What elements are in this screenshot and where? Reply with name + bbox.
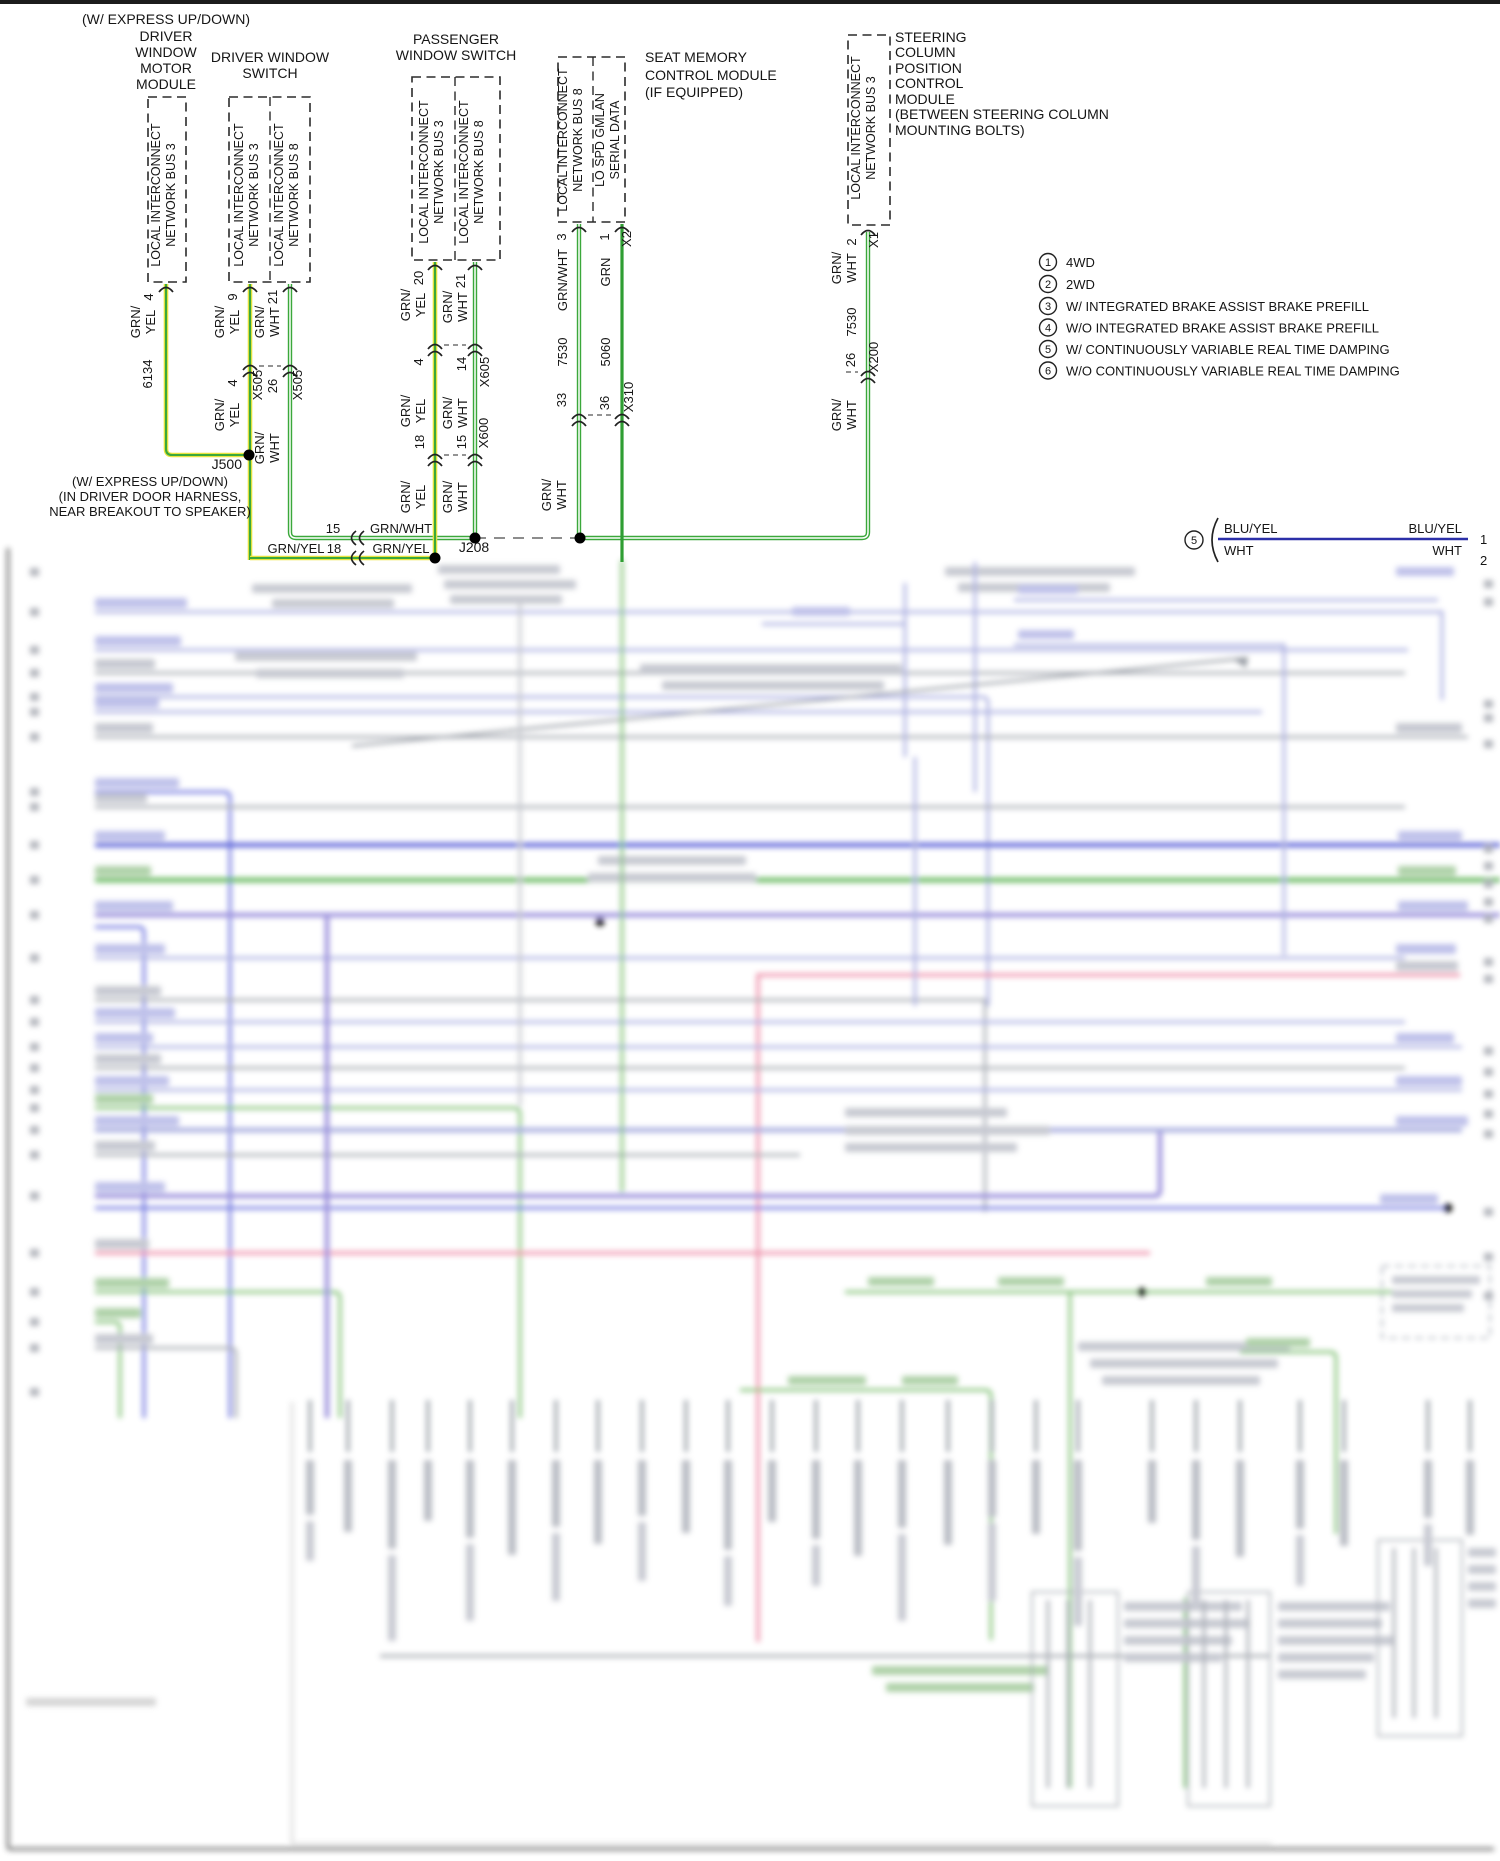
junction-note: (W/ EXPRESS UP/DOWN) bbox=[71, 474, 229, 489]
connector-id: X605 bbox=[477, 356, 492, 388]
wire-color: YEL bbox=[227, 309, 242, 335]
footnote-text: W/O INTEGRATED BRAKE ASSIST BRAKE PREFILL bbox=[1066, 320, 1380, 336]
damper-circuit-stub bbox=[1185, 518, 1487, 568]
wire-color: YEL bbox=[413, 292, 428, 318]
wire-color: WHT bbox=[455, 398, 470, 428]
pin-number: 4 bbox=[141, 293, 156, 301]
bus-label: LOCAL INTERCONNECT bbox=[417, 100, 431, 244]
wire-color: WHT bbox=[844, 400, 859, 430]
module-title: POSITION bbox=[895, 60, 962, 76]
pin-number: 36 bbox=[597, 395, 612, 411]
module-seat-memory bbox=[556, 49, 777, 222]
bus-label: LOCAL INTERCONNECT bbox=[272, 123, 286, 267]
footnote-text: 4WD bbox=[1066, 255, 1095, 270]
wire-color: WHT bbox=[844, 253, 859, 283]
pin-number: 14 bbox=[454, 356, 469, 372]
bus-label: NETWORK BUS 3 bbox=[432, 120, 446, 224]
footnote-number: 1 bbox=[1044, 257, 1052, 269]
wire-color: BLU/YEL bbox=[1408, 521, 1462, 536]
connector-id: X2 bbox=[619, 231, 634, 247]
wire-color: GRN/ bbox=[128, 305, 143, 339]
module-title: STEERING bbox=[895, 29, 967, 45]
wire-color: WHT bbox=[455, 482, 470, 512]
wire-color: GRN bbox=[598, 257, 613, 287]
footnote-legend bbox=[1040, 254, 1400, 380]
wire-color: BLU/YEL bbox=[1224, 521, 1278, 536]
junction-note: (IN DRIVER DOOR HARNESS, bbox=[58, 489, 242, 504]
module-title: WINDOW bbox=[135, 44, 197, 60]
junction-label-j208: J208 bbox=[458, 539, 490, 555]
wire-color: WHT bbox=[267, 307, 282, 337]
bus-label: LOCAL INTERCONNECT bbox=[232, 123, 246, 267]
module-title: MOUNTING BOLTS) bbox=[895, 122, 1025, 138]
pin-number: 20 bbox=[411, 270, 426, 286]
circuit-number: 6134 bbox=[140, 359, 155, 389]
footnote-number: 5 bbox=[1044, 344, 1052, 356]
circuit-number: 7530 bbox=[844, 307, 859, 337]
junction-dot bbox=[575, 533, 586, 544]
pin-number: 26 bbox=[843, 352, 858, 368]
bus-label: LOCAL INTERCONNECT bbox=[849, 56, 863, 200]
footnote-number: 4 bbox=[1044, 322, 1052, 335]
connector-id: X310 bbox=[621, 381, 636, 413]
bus-label: NETWORK BUS 8 bbox=[287, 143, 301, 247]
pin-number: 15 bbox=[325, 521, 341, 536]
wire-color: YEL bbox=[227, 402, 242, 428]
pin-number: 18 bbox=[412, 434, 427, 450]
pin-number: 3 bbox=[554, 233, 569, 241]
page-top-edge bbox=[0, 0, 1500, 4]
module-title: MOTOR bbox=[140, 60, 192, 76]
pin-number: 18 bbox=[326, 541, 342, 556]
bus-label: NETWORK BUS 3 bbox=[864, 76, 878, 180]
module-driver-window-switch bbox=[211, 49, 330, 282]
wire-motor-lin3 bbox=[166, 284, 249, 455]
module-title: MODULE bbox=[895, 91, 955, 107]
wire-color: GRN/ bbox=[212, 398, 227, 432]
pin-number: 21 bbox=[453, 273, 468, 289]
pin-number: 33 bbox=[554, 392, 569, 408]
module-title: CONTROL bbox=[895, 75, 964, 91]
pin-number: 26 bbox=[265, 378, 280, 394]
module-title: (W/ EXPRESS UP/DOWN) bbox=[81, 11, 251, 27]
wire-color: GRN/ bbox=[829, 398, 844, 432]
circuit-number: 5060 bbox=[598, 337, 613, 367]
module-passenger-window-switch bbox=[396, 31, 517, 260]
module-title: CONTROL MODULE bbox=[645, 67, 777, 83]
junction-label-j500: J500 bbox=[211, 456, 242, 472]
footnote-text: W/ INTEGRATED BRAKE ASSIST BRAKE PREFILL bbox=[1066, 299, 1369, 314]
bus-label: NETWORK BUS 8 bbox=[472, 120, 486, 224]
blurred-wiring-region bbox=[8, 548, 1500, 1849]
junction-note: NEAR BREAKOUT TO SPEAKER) bbox=[49, 504, 251, 519]
bus-label: SERIAL DATA bbox=[608, 100, 622, 180]
bus-label: NETWORK BUS 3 bbox=[247, 143, 261, 247]
wire-color: GRN/ bbox=[398, 480, 413, 514]
pin-number: 4 bbox=[411, 358, 426, 366]
bus-label: LOCAL INTERCONNECT bbox=[149, 123, 163, 267]
wire-color: WHT bbox=[1432, 543, 1462, 558]
module-title: DRIVER bbox=[139, 28, 193, 44]
connector-id: X600 bbox=[476, 417, 491, 449]
wire-color: GRN/YEL bbox=[267, 541, 325, 556]
bus-label: NETWORK BUS 3 bbox=[164, 143, 178, 247]
module-title: (IF EQUIPPED) bbox=[645, 84, 744, 100]
footnote-text: 2WD bbox=[1066, 277, 1095, 292]
wire-color: WHT bbox=[1224, 543, 1254, 558]
footnote-number: 3 bbox=[1044, 301, 1052, 313]
wire-color: GRN/ bbox=[440, 290, 455, 324]
module-title: MODULE bbox=[136, 76, 196, 92]
wire-color: GRN/ bbox=[252, 305, 267, 339]
module-title: COLUMN bbox=[895, 44, 956, 60]
module-title: SEAT MEMORY bbox=[645, 49, 747, 65]
wire-color: GRN/WHT bbox=[369, 521, 433, 536]
bus-label: LO SPD GMLAN bbox=[593, 93, 607, 187]
connector-id: X1 bbox=[866, 232, 881, 248]
wire-color: WHT bbox=[554, 480, 569, 510]
wire-color: YEL bbox=[413, 398, 428, 424]
wire-color: GRN/ bbox=[252, 431, 267, 465]
footnote-number: 2 bbox=[1044, 279, 1052, 291]
footnote-text: W/ CONTINUOUSLY VARIABLE REAL TIME DAMPING bbox=[1066, 342, 1390, 357]
pin-number: 1 bbox=[1480, 532, 1488, 547]
circuit-number: 7530 bbox=[555, 337, 570, 367]
wire-color: GRN/ bbox=[398, 288, 413, 322]
wire-color: GRN/ bbox=[440, 480, 455, 514]
module-title: (BETWEEN STEERING COLUMN bbox=[895, 106, 1109, 122]
footnote-ref-number: 5 bbox=[1190, 535, 1198, 547]
module-title: DRIVER WINDOW bbox=[210, 49, 330, 65]
footnote-number: 6 bbox=[1044, 365, 1052, 378]
brace bbox=[1212, 518, 1218, 562]
pin-number: 1 bbox=[597, 233, 612, 241]
pin-number: 21 bbox=[265, 289, 280, 305]
junction-dot bbox=[430, 553, 441, 564]
bus-label: NETWORK BUS 8 bbox=[571, 88, 585, 192]
connector-x200 bbox=[846, 372, 875, 384]
wire-color: GRN/ bbox=[398, 394, 413, 428]
wire-color: WHT bbox=[267, 433, 282, 463]
connector-id: X200 bbox=[866, 341, 881, 373]
module-steering-column-position bbox=[848, 29, 1109, 225]
wire-color: GRN/ bbox=[212, 305, 227, 339]
wire-color: GRN/YEL bbox=[372, 541, 430, 556]
wire-color: GRN/WHT bbox=[555, 248, 570, 312]
module-title: SWITCH bbox=[242, 65, 298, 81]
wire-color: GRN/ bbox=[539, 478, 554, 512]
wire-color: GRN/ bbox=[440, 396, 455, 430]
pin-number: 15 bbox=[454, 434, 469, 450]
pin-number: 9 bbox=[225, 293, 240, 301]
connector-id: X505 bbox=[290, 369, 305, 401]
wire-color: WHT bbox=[455, 292, 470, 322]
wire-color: YEL bbox=[143, 309, 158, 335]
pin-number: 2 bbox=[1480, 553, 1488, 568]
bus-label: LOCAL INTERCONNECT bbox=[556, 68, 570, 212]
bus-label: LOCAL INTERCONNECT bbox=[457, 100, 471, 244]
pin-number: 2 bbox=[844, 238, 859, 246]
module-title: WINDOW SWITCH bbox=[395, 47, 517, 63]
wire-color: YEL bbox=[413, 484, 428, 510]
footnote-text: W/O CONTINUOUSLY VARIABLE REAL TIME DAMPING bbox=[1066, 363, 1400, 379]
pin-number: 4 bbox=[225, 379, 240, 387]
wire-color: GRN/ bbox=[829, 251, 844, 285]
connector-id: X505 bbox=[250, 369, 265, 401]
module-title: PASSENGER bbox=[412, 31, 500, 47]
